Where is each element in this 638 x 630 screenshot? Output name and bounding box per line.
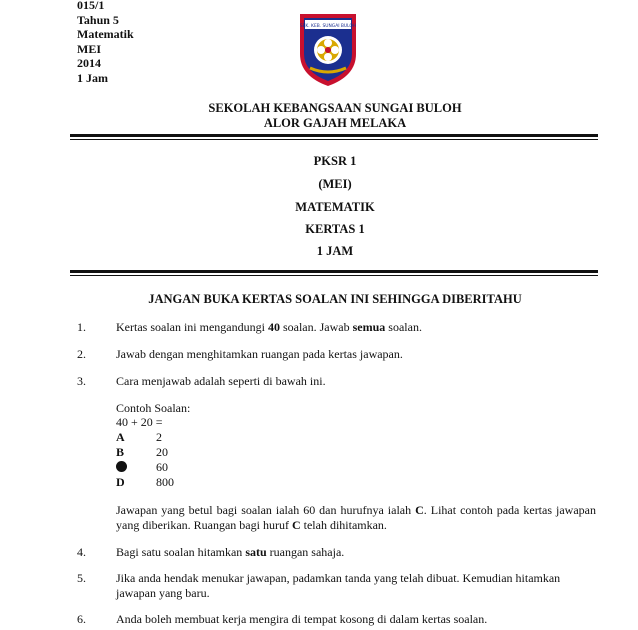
example-option <box>116 445 168 460</box>
option-value: 60 <box>156 460 168 474</box>
instruction-number: 4. <box>77 545 86 559</box>
option-letter: D <box>116 475 125 489</box>
divider-bottom-thin <box>70 275 598 276</box>
example-label: Contoh Soalan: <box>116 401 191 415</box>
divider-top-thick <box>70 134 598 137</box>
month: MEI <box>77 41 101 56</box>
instruction-number: 6. <box>77 612 86 626</box>
instruction-text: Jawab dengan menghitamkan ruangan pada kertas jawapan. <box>116 347 403 361</box>
example-option-shaded <box>116 460 168 475</box>
year: 2014 <box>77 56 101 71</box>
shaded-bubble-icon <box>116 461 127 472</box>
year-level: Tahun 5 <box>77 12 119 27</box>
instruction-number: 3. <box>77 374 86 388</box>
paper-meta <box>77 0 134 86</box>
example-option <box>116 430 162 445</box>
instruction-number: 1. <box>77 320 86 334</box>
option-value: 2 <box>156 430 162 444</box>
instruction-number: 5. <box>77 571 86 585</box>
school-crest <box>296 10 360 88</box>
option-letter: B <box>116 445 125 459</box>
option-value: 800 <box>156 475 174 489</box>
exam-subject: MATEMATIK <box>295 200 375 214</box>
example-explanation: Jawapan yang betul bagi soalan ialah 60 dan hurufnya ialah C. Lihat contoh pada kertas jawapan yang diberikan. Ruangan bagi huruf C telah dihitamkan. <box>116 503 596 532</box>
subject: Matematik <box>77 27 134 42</box>
exam-duration: 1 JAM <box>316 244 354 258</box>
instruction-text: Kertas soalan ini mengandungi 40 soalan. Jawab semua soalan. <box>116 320 422 334</box>
example-question: 40 + 20 = <box>116 415 163 429</box>
instruction-text: Anda boleh membuat kerja mengira di tempat kosong di dalam kertas soalan. <box>116 612 488 626</box>
instruction-text: Jika anda hendak menukar jawapan, padamkan tanda yang telah dibuat. Kemudian hitamkan jawapan yang baru. <box>116 571 561 600</box>
option-letter: A <box>116 430 125 444</box>
exam-month: (MEI) <box>318 177 352 191</box>
warning-notice: JANGAN BUKA KERTAS SOALAN INI SEHINGGA DIBERITAHU <box>148 292 522 306</box>
school-location: ALOR GAJAH MELAKA <box>263 116 407 130</box>
duration: 1 Jam <box>77 70 108 85</box>
instruction-number: 2. <box>77 347 86 361</box>
instruction-text: Cara menjawab adalah seperti di bawah ini. <box>116 374 326 388</box>
divider-bottom-thick <box>70 270 598 273</box>
exam-paper: KERTAS 1 <box>305 222 365 236</box>
divider-top-thin <box>70 139 598 140</box>
school-name: SEKOLAH KEBANGSAAN SUNGAI BULOH <box>208 101 462 115</box>
crest-banner-text: SEK. KEB. SUNGAI BULOH <box>299 24 357 29</box>
school-crest-icon <box>296 10 360 88</box>
option-value: 20 <box>156 445 168 459</box>
exam-title: PKSR 1 <box>313 154 357 168</box>
example-option <box>116 475 174 490</box>
paper-code: 015/1 <box>77 0 105 12</box>
instruction-text: Bagi satu soalan hitamkan satu ruangan sahaja. <box>116 545 345 559</box>
